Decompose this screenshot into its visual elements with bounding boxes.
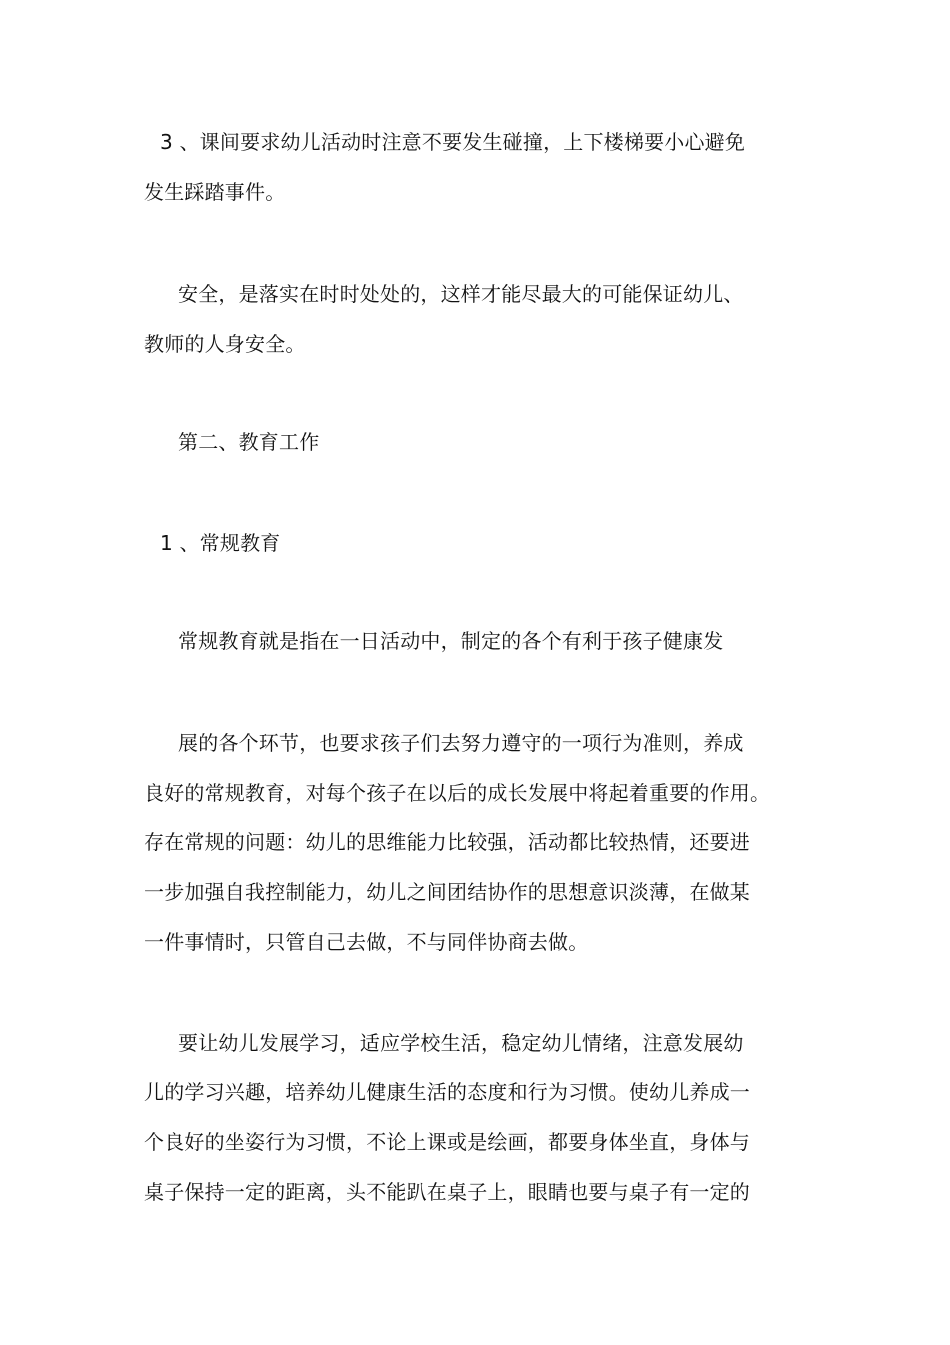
text-line: 要让幼儿发展学习，适应学校生活，稳定幼儿情绪，注意发展幼 bbox=[178, 1031, 744, 1055]
text-line: 个良好的坐姿行为习惯，不论上课或是绘画，都要身体坐直，身体与 bbox=[144, 1130, 750, 1154]
text-line: 展的各个环节，也要求孩子们去努力遵守的一项行为准则，养成 bbox=[178, 731, 744, 755]
text-line: 发生踩踏事件。 bbox=[144, 180, 286, 204]
section-heading: 第二、教育工作 bbox=[178, 430, 320, 454]
text-line: 3 、课间要求幼儿活动时注意不要发生碰撞，上下楼梯要小心避免 bbox=[160, 130, 746, 154]
text-line: 一件事情时，只管自己去做，不与同伴协商去做。 bbox=[144, 930, 589, 954]
text-line: 儿的学习兴趣，培养幼儿健康生活的态度和行为习惯。使幼儿养成一 bbox=[144, 1080, 750, 1104]
text-line: 常规教育就是指在一日活动中，制定的各个有利于孩子健康发 bbox=[178, 629, 724, 653]
text-line: 安全，是落实在时时处处的，这样才能尽最大的可能保证幼儿、 bbox=[178, 282, 744, 306]
text-line: 存在常规的问题：幼儿的思维能力比较强，活动都比较热情，还要进 bbox=[144, 830, 750, 854]
text-line: 桌子保持一定的距离，头不能趴在桌子上，眼睛也要与桌子有一定的 bbox=[144, 1180, 750, 1204]
subsection-heading: 1 、常规教育 bbox=[160, 531, 281, 555]
text-line: 良好的常规教育，对每个孩子在以后的成长发展中将起着重要的作用。 bbox=[144, 781, 771, 805]
text-line: 一步加强自我控制能力，幼儿之间团结协作的思想意识淡薄，在做某 bbox=[144, 880, 750, 904]
text-line: 教师的人身安全。 bbox=[144, 332, 306, 356]
